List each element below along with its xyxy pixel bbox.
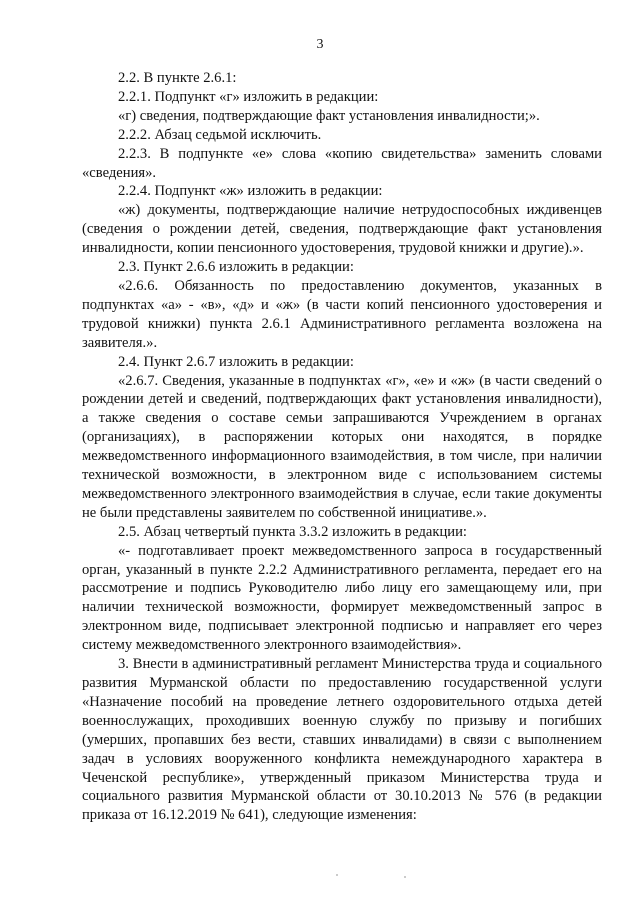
- paragraph-2-2-4: 2.2.4. Подпункт «ж» изложить в редакции:: [118, 183, 383, 200]
- paragraph-2-2: 2.2. В пункте 2.6.1:: [118, 70, 237, 86]
- scan-specks: [0, 872, 640, 882]
- page-number: 3: [316, 37, 324, 52]
- paragraph-2-2-4-text: «ж) документы, подтверждающие наличие нетрудоспособных иждивенцев (сведения о рождении детей, сведения, подтверждающие факт установления инвалидности, копии пенсионного удостоверения, трудовой книжки и другие).».: [82, 202, 602, 257]
- paragraph-2-2-2: 2.2.2. Абзац седьмой исключить.: [118, 126, 322, 143]
- paragraph-2-4-text: «2.6.7. Сведения, указанные в подпунктах «г», «е» и «ж» (в части сведений о рождении детей и сведений, подтверждающих факт установления инвалидности), а также сведения о составе семьи запрашиваются Учреждением в органах (организациях), в распоряжении которых они находятся, в порядке межведомственного информационного взаимодействия, в том числе, при наличии технической возможности, в электронном виде с использованием системы межведомственного электронного взаимодействия в случае, если такие документы не были представлены заявителем по собственной инициативе.».: [82, 372, 602, 521]
- paragraph-2-3-text: «2.6.6. Обязанность по предоставлению документов, указанных в подпунктах «а» - «в», «д» и «ж» (в части копий пенсионного удостоверения и трудовой книжки) пункта 2.6.1 Административного регламента возложена на заявителя.».: [82, 277, 602, 351]
- scan-speck: [404, 876, 406, 878]
- paragraph-2-2-1-text: «г) сведения, подтверждающие факт установления инвалидности;».: [118, 107, 540, 124]
- paragraph-2-5-text: «- подготавливает проект межведомственного запроса в государственный орган, указанный в пункте 2.2.2 Административного регламента, передает его на рассмотрение и подпись Руководителю либо лицу его замещающему или, при наличии технической возможности, формирует межведомственный запрос в электронном виде, подписывает электронной подписью и направляет его через систему межведомственного электронного взаимодействия».: [82, 542, 602, 654]
- paragraph-2-3: 2.3. Пункт 2.6.6 изложить в редакции:: [118, 259, 354, 276]
- paragraph-2-5: 2.5. Абзац четвертый пункта 3.3.2 изложить в редакции:: [118, 523, 467, 540]
- document-body: [82, 69, 602, 825]
- paragraph-2-4: 2.4. Пункт 2.6.7 изложить в редакции:: [118, 353, 354, 370]
- scan-speck: [336, 874, 338, 876]
- paragraph-3: 3. Внести в административный регламент Министерства труда и социального развития Мурманской области по предоставлению государственной услуги «Назначение пособий на проведение летнего оздоровительного отдыха детей военнослужащих, проходивших военную службу по призыву и погибших (умерших, пропавших без вести, ставших инвалидами) в связи с выполнением задач в условиях вооруженного конфликта немеждународного характера в Чеченской республике», утвержденный приказом Министерства труда и социального развития Мурманской области от 30.10.2013 № 576 (в редакции приказа от 16.12.2019 № 641), следующие изменения:: [82, 656, 602, 824]
- paragraph-2-2-1: 2.2.1. Подпункт «г» изложить в редакции:: [118, 88, 379, 105]
- paragraph-2-2-3: 2.2.3. В подпункте «е» слова «копию свидетельства» заменить словами «сведения».: [82, 145, 602, 181]
